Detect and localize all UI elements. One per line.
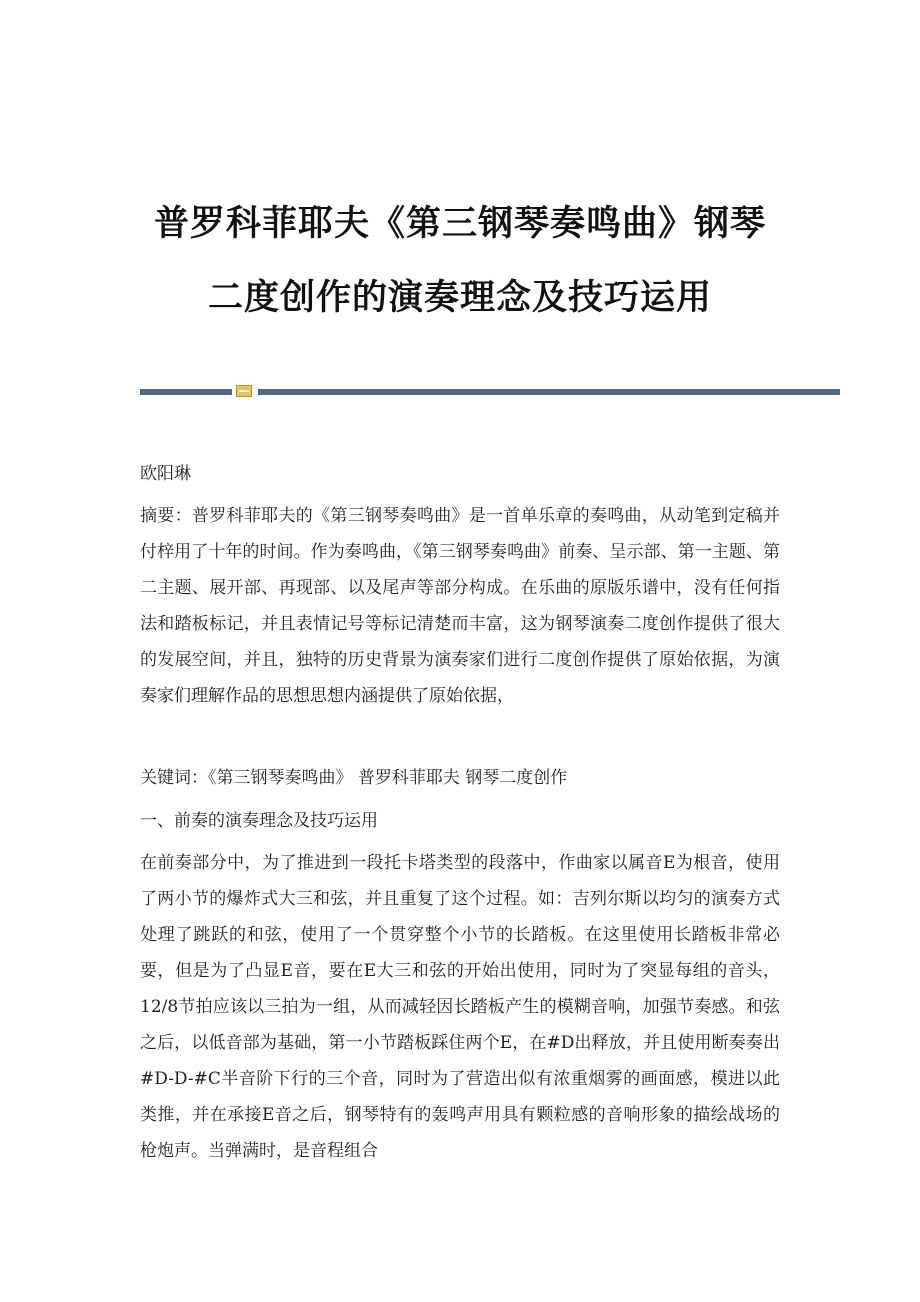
body-paragraph: 在前奏部分中，为了推进到一段托卡塔类型的段落中，作曲家以属音E为根音，使用了两小节的爆炸式大三和弦，并且重复了这个过程。如：吉列尔斯以均匀的演奏方式处理了跳跃的和弦，使用了一个贯穿整个小节的长踏板。在这里使用长踏板非常必要，但是为了凸显E音，要在E大三和弦的开始出使用，同时为了突显每组的音头，12/8节拍应该以三拍为一组，从而减轻因长踏板产生的模糊音响，加强节奏感。和弦之后，以低音部为基础，第一小节踏板踩住两个E，在#D出释放，并且使用断奏奏出#D-D-#C半音阶下行的三个音，同时为了营造出似有浓重烟雾的画面感，模进以此类推，并在承接E音之后，钢琴特有的轰鸣声用具有颗粒感的音响形象的描绘战场的枪炮声。当弹满时，是音程组合 <box>140 853 780 1161</box>
abstract-paragraph: 摘要：普罗科菲耶夫的《第三钢琴奏鸣曲》是一首单乐章的奏鸣曲，从动笔到定稿并付梓用了十年的时间。作为奏鸣曲，《第三钢琴奏鸣曲》前奏、呈示部、第一主题、第二主题、展开部、再现部、以及尾声等部分构成。在乐曲的原版乐谱中，没有任何指法和踏板标记，并且表情记号等标记清楚而丰富，这为钢琴演奏二度创作提供了很大的发展空间，并且，独特的历史背景为演奏家们进行二度创作提供了原始依据，为演奏家们理解作品的思想思想内涵提供了原始依据， <box>140 506 780 706</box>
document-title-line-2: 二度创作的演奏理念及技巧运用 <box>207 277 712 318</box>
author-name: 欧阳琳 <box>140 464 191 484</box>
divider-bar-left <box>140 389 232 395</box>
divider-ornament-icon <box>236 385 252 397</box>
document-title-line-1: 普罗科菲耶夫《第三钢琴奏鸣曲》钢琴 <box>153 203 766 244</box>
title-divider <box>140 385 840 397</box>
divider-bar-right <box>258 389 840 395</box>
keywords-line: 关键词：《第三钢琴奏鸣曲》 普罗科菲耶夫 钢琴二度创作 <box>140 768 568 788</box>
section-heading: 一、前奏的演奏理念及技巧运用 <box>140 811 378 831</box>
